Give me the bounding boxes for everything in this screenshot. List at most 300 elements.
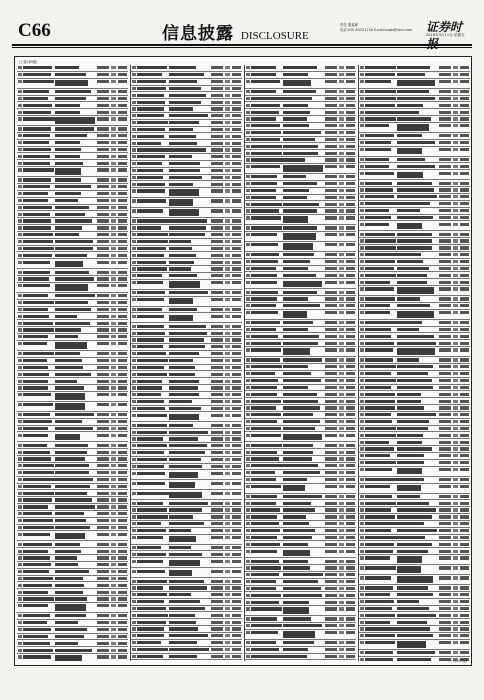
table-cell [132, 240, 136, 243]
table-cell [169, 641, 197, 644]
table-cell [118, 505, 127, 508]
table-cell [118, 512, 127, 515]
table-cell [246, 624, 250, 627]
table-cell [97, 328, 109, 331]
table-row [245, 72, 356, 79]
table-cell [246, 311, 250, 314]
table-cell [251, 594, 281, 597]
table-cell [246, 66, 250, 69]
table-cell [111, 168, 116, 171]
table-cell [97, 533, 109, 536]
table-cell [439, 90, 451, 93]
table-cell [137, 560, 163, 563]
table-row [245, 79, 356, 89]
table-cell [397, 607, 429, 610]
table-row [17, 490, 128, 497]
table-cell [346, 158, 355, 161]
table-cell [346, 573, 355, 576]
table-cell [365, 134, 394, 137]
table-cell [111, 451, 116, 454]
table-row [17, 365, 128, 372]
table-cell [23, 315, 49, 318]
table-cell [211, 254, 223, 257]
table-cell [325, 617, 337, 620]
table-row [17, 140, 128, 147]
table-cell [453, 172, 458, 175]
table-row [245, 89, 356, 96]
table-cell [339, 365, 344, 368]
table-cell [439, 172, 451, 175]
table-row [17, 654, 128, 661]
table-cell [118, 519, 127, 522]
table-cell [18, 352, 22, 355]
table-cell [365, 593, 390, 596]
table-cell [118, 192, 127, 195]
table-row [17, 246, 128, 253]
table-cell [132, 338, 136, 341]
table-cell [251, 655, 283, 658]
table-cell [211, 142, 223, 145]
table-cell [439, 427, 451, 430]
table-cell [137, 546, 161, 549]
table-cell [365, 188, 393, 191]
table-cell [97, 373, 109, 376]
table-cell [397, 233, 432, 236]
table-cell [97, 577, 109, 580]
table-cell [97, 457, 109, 460]
table-row [17, 497, 128, 504]
table-cell [232, 281, 241, 284]
table-cell [365, 379, 396, 382]
table-cell [346, 457, 355, 460]
table-cell [211, 515, 223, 518]
table-cell [439, 461, 451, 464]
table-cell [339, 348, 344, 351]
table-cell [232, 560, 241, 563]
table-cell [439, 124, 451, 127]
table-cell [460, 195, 469, 198]
table-cell [439, 522, 451, 525]
table-cell [397, 393, 421, 396]
table-cell [460, 550, 469, 553]
table-cell [453, 195, 458, 198]
table-cell [232, 586, 241, 589]
table-cell [211, 655, 223, 658]
table-row [359, 163, 470, 170]
table-cell [111, 373, 116, 376]
table-cell [169, 560, 200, 567]
table-cell [169, 199, 193, 206]
table-cell [283, 485, 305, 492]
table-cell [360, 641, 364, 644]
table-row [17, 177, 128, 184]
table-cell [23, 386, 48, 389]
table-cell [360, 550, 364, 553]
table-cell [365, 365, 396, 368]
table-cell [169, 254, 196, 257]
table-row [359, 296, 470, 303]
table-cell [397, 274, 427, 277]
table-cell [18, 335, 22, 338]
table-cell [18, 134, 22, 137]
table-cell [283, 138, 315, 141]
table-cell [97, 403, 109, 406]
table-cell [97, 233, 109, 236]
table-cell [97, 315, 109, 318]
table-cell [55, 219, 92, 222]
table-cell [397, 586, 428, 589]
table-cell [23, 642, 50, 645]
table-row [359, 555, 470, 565]
table-cell [439, 188, 451, 191]
table-row [131, 358, 242, 365]
table-cell [232, 291, 241, 294]
table-cell [211, 529, 223, 532]
table-cell [211, 607, 223, 610]
table-cell [346, 655, 355, 658]
table-cell [55, 90, 91, 93]
table-cell [397, 182, 432, 185]
table-row [245, 484, 356, 494]
table-cell [439, 321, 451, 324]
table-cell [111, 403, 116, 406]
table-cell [360, 165, 364, 168]
table-cell [23, 308, 48, 311]
table-cell [111, 543, 116, 546]
table-cell [225, 451, 230, 454]
table-cell [118, 526, 127, 529]
table-cell [251, 495, 277, 498]
table-cell [339, 471, 344, 474]
table-cell [225, 627, 230, 630]
table-cell [169, 128, 193, 131]
table-cell [283, 348, 310, 355]
table-cell [111, 148, 116, 151]
table-row [131, 599, 242, 606]
table-cell [360, 172, 364, 175]
table-cell [453, 627, 458, 630]
table-row [17, 548, 128, 555]
table-cell [439, 148, 451, 151]
table-cell [132, 431, 136, 434]
table-cell [111, 393, 116, 396]
table-cell [118, 591, 127, 594]
table-cell [232, 593, 241, 596]
table-cell [169, 400, 192, 403]
table-cell [18, 621, 22, 624]
table-cell [346, 485, 355, 488]
table-cell [18, 254, 22, 257]
table-cell [211, 308, 223, 311]
table-row [359, 180, 470, 187]
table-cell [55, 519, 86, 522]
table-cell [251, 485, 281, 488]
table-cell [251, 386, 277, 389]
table-cell [169, 553, 202, 556]
table-cell [439, 267, 451, 270]
table-cell [169, 648, 209, 651]
table-cell [225, 332, 230, 335]
table-cell [137, 121, 168, 124]
table-cell [137, 634, 164, 637]
table-cell [283, 560, 308, 563]
table-cell [111, 261, 116, 264]
table-cell [132, 219, 136, 222]
table-cell [55, 550, 81, 553]
table-row [359, 548, 470, 555]
table-cell [246, 80, 250, 83]
table-row [245, 96, 356, 103]
table-cell [460, 468, 469, 471]
table-row [245, 289, 356, 296]
table-cell [360, 400, 364, 403]
table-row [131, 470, 242, 480]
table-cell [211, 648, 223, 651]
table-cell [55, 621, 78, 624]
table-cell [225, 400, 230, 403]
table-row [245, 333, 356, 340]
table-cell [225, 437, 230, 440]
table-row [131, 330, 242, 337]
column-divider [130, 65, 131, 661]
table-cell [225, 607, 230, 610]
table-cell [246, 601, 250, 604]
table-cell [18, 359, 22, 362]
table-cell [232, 580, 241, 583]
table-cell [325, 393, 337, 396]
table-cell [339, 451, 344, 454]
table-cell [251, 631, 278, 634]
table-cell [397, 550, 428, 553]
table-row [359, 238, 470, 245]
table-cell [360, 104, 364, 107]
table-cell [283, 145, 318, 148]
table-row [131, 232, 242, 239]
table-cell [453, 495, 458, 498]
table-cell [360, 328, 364, 331]
table-cell [18, 444, 22, 447]
table-cell [439, 304, 451, 307]
table-cell [339, 304, 344, 307]
table-cell [132, 437, 136, 440]
table-cell [132, 529, 136, 532]
table-row [17, 167, 128, 177]
table-row [131, 606, 242, 613]
table-cell [23, 359, 47, 362]
table-cell [251, 400, 281, 403]
table-cell [283, 543, 308, 546]
table-cell [453, 593, 458, 596]
table-cell [397, 576, 433, 583]
table-cell [360, 260, 364, 263]
table-cell [169, 315, 193, 322]
table-cell [325, 260, 337, 263]
table-cell [453, 253, 458, 256]
table-cell [118, 464, 127, 467]
table-cell [225, 183, 230, 186]
table-cell [339, 182, 344, 185]
table-cell [132, 308, 136, 311]
table-row [17, 402, 128, 412]
table-cell [283, 550, 310, 557]
table-cell [453, 441, 458, 444]
table-cell [232, 155, 241, 158]
table-cell [211, 315, 223, 318]
table-row [17, 351, 128, 358]
table-cell [18, 199, 22, 202]
table-cell [55, 322, 90, 325]
table-cell [118, 328, 127, 331]
table-cell [453, 434, 458, 437]
table-row [359, 147, 470, 157]
table-cell [439, 556, 451, 559]
table-cell [360, 233, 364, 236]
table-cell [365, 281, 390, 284]
table-cell [132, 593, 136, 596]
table-cell [346, 196, 355, 199]
table-row [245, 65, 356, 72]
table-row [131, 106, 242, 113]
table-cell [132, 352, 136, 355]
table-cell [232, 600, 241, 603]
table-cell [439, 441, 451, 444]
table-cell [246, 243, 250, 246]
table-cell [111, 604, 116, 607]
table-cell [111, 386, 116, 389]
table-cell [118, 556, 127, 559]
table-cell [97, 134, 109, 137]
table-cell [211, 634, 223, 637]
table-cell [439, 641, 451, 644]
table-cell [55, 492, 87, 495]
table-cell [132, 641, 136, 644]
table-cell [118, 66, 127, 69]
table-cell [97, 73, 109, 76]
table-cell [211, 546, 223, 549]
table-cell [55, 380, 77, 383]
table-cell [397, 413, 436, 416]
table-row [359, 599, 470, 606]
table-cell [325, 124, 337, 127]
table-cell [232, 437, 241, 440]
table-row [131, 528, 242, 535]
table-cell [460, 104, 469, 107]
contact-line: 电话 010-83221716 E-mail:zqsb@stcn.com [340, 28, 413, 32]
table-cell [360, 117, 364, 120]
table-cell [211, 325, 223, 328]
table-cell [325, 196, 337, 199]
table-row [17, 239, 128, 246]
table-cell [251, 304, 276, 307]
table-cell [365, 260, 395, 263]
table-cell [18, 584, 22, 587]
table-cell [439, 73, 451, 76]
table-cell [169, 189, 199, 196]
table-cell [232, 366, 241, 369]
table-cell [137, 458, 167, 461]
table-cell [97, 284, 109, 287]
table-cell [18, 498, 22, 501]
table-cell [251, 464, 283, 467]
table-cell [397, 246, 432, 249]
table-cell [453, 485, 458, 488]
table-cell [283, 342, 318, 345]
table-row [359, 347, 470, 357]
table-cell [118, 271, 127, 274]
table-cell [111, 577, 116, 580]
table-cell [439, 576, 451, 579]
table-row [245, 201, 356, 208]
table-row [17, 283, 128, 293]
table-cell [18, 635, 22, 638]
table-cell [339, 601, 344, 604]
table-cell [211, 267, 223, 270]
table-row [359, 467, 470, 477]
table-cell [97, 247, 109, 250]
table-cell [360, 66, 364, 69]
table-cell [111, 233, 116, 236]
table-cell [397, 281, 427, 284]
table-cell [365, 158, 389, 161]
table-cell [339, 444, 344, 447]
table-cell [453, 607, 458, 610]
table-cell [460, 400, 469, 403]
table-cell [339, 165, 344, 168]
table-cell [283, 165, 323, 172]
table-row [245, 442, 356, 449]
table-cell [325, 138, 337, 141]
table-cell [339, 641, 344, 644]
table-cell [397, 134, 422, 137]
table-row [245, 130, 356, 137]
table-cell [339, 420, 344, 423]
table-row [17, 65, 128, 72]
table-cell [283, 451, 313, 454]
table-cell [453, 328, 458, 331]
table-row [17, 432, 128, 442]
table-cell [439, 223, 451, 226]
table-cell [460, 461, 469, 464]
table-cell [283, 655, 307, 658]
table-cell [246, 580, 250, 583]
table-cell [225, 189, 230, 192]
table-row [359, 266, 470, 273]
table-row [359, 286, 470, 296]
table-cell [211, 621, 223, 624]
table-cell [97, 591, 109, 594]
table-cell [339, 260, 344, 263]
page-number: C66 [18, 20, 51, 41]
table-cell [23, 457, 51, 460]
table-cell [325, 281, 337, 284]
table-cell [137, 199, 166, 202]
table-cell [251, 233, 277, 236]
table-cell [169, 522, 204, 525]
table-cell [232, 169, 241, 172]
table-cell [346, 427, 355, 430]
table-row [131, 660, 242, 661]
table-cell [346, 580, 355, 583]
table-cell [169, 472, 198, 479]
table-row [131, 79, 242, 86]
table-row [17, 232, 128, 239]
table-cell [23, 373, 49, 376]
table-row [359, 327, 470, 334]
table-cell [460, 566, 469, 569]
table-cell [111, 366, 116, 369]
table-row [359, 303, 470, 310]
table-cell [360, 434, 364, 437]
